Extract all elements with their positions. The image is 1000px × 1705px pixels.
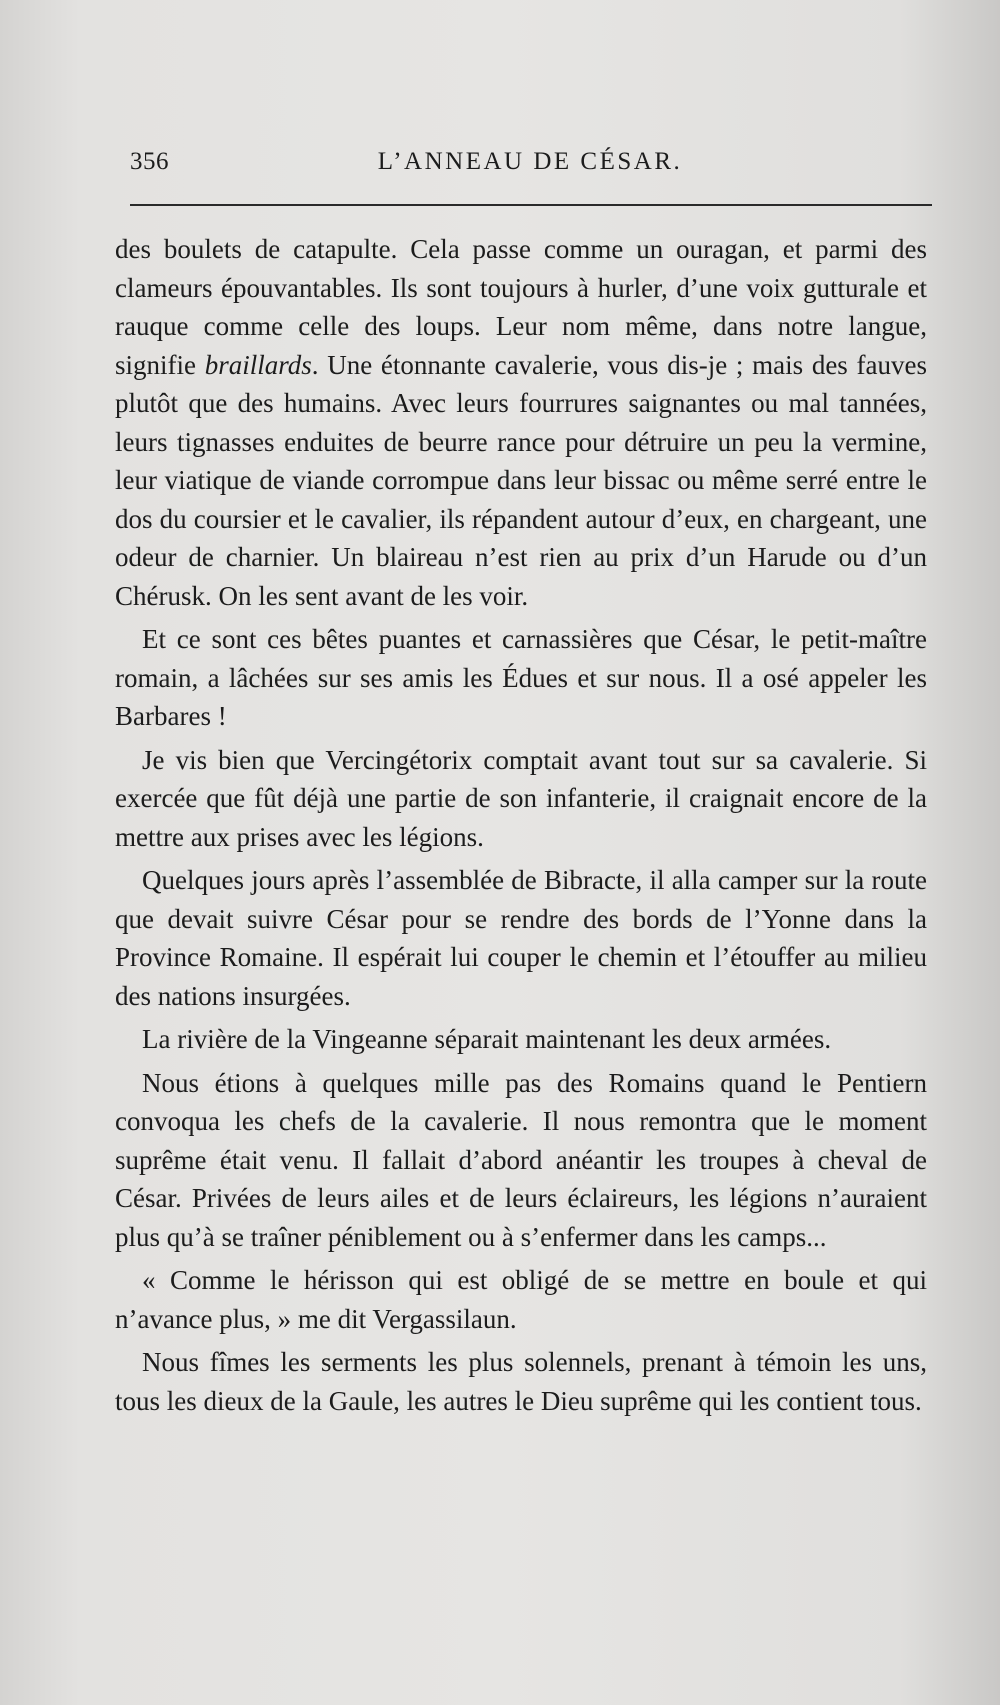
paragraph-1-text-after: . Une étonnante cavalerie, vous dis-je ; mais des fauves plutôt que des humains. Avec leurs fourrures saignantes ou mal tannées, leurs tignasses enduites de beurre rance pour détruire un peu la vermine, leur viatique de viande corrompue dans leur bissac ou même serré entre le dos du coursier et le cavalier, ils répandent autour d’eux, en chargeant, une odeur de charnier. Un blaireau n’est rien au prix d’un Harude ou d’un Chérusk. On les sent avant de les voir.	[115, 349, 928, 611]
paragraph-5: La rivière de la Vingeanne séparait maintenant les deux armées.	[142, 1024, 832, 1054]
paragraph-4: Quelques jours après l’assemblée de Bibracte, il alla camper sur la route que devait suivre César pour se rendre des bords de l’Yonne dans la Province Romaine. Il espérait lui couper le chemin et l’étouffer au milieu des nations insurgées.	[115, 865, 927, 1011]
paragraph-1-text-before: des boulets de catapulte. Cela passe comme un ouragan, et parmi des clameurs épouvantables. Ils sont toujours à hurler, d’une voix gutturale et rauque comme celle des loups. Leur nom même, dans notre langue, signifie	[115, 234, 927, 380]
running-title: L’ANNEAU DE CÉSAR.	[377, 148, 683, 175]
paragraph-7: « Comme le hérisson qui est obligé de se mettre en boule et qui n’avance plus, » me dit Vergassilaun.	[115, 1265, 927, 1334]
page-number: 356	[130, 148, 169, 175]
body-text	[115, 230, 927, 1425]
paragraph-8: Nous fîmes les serments les plus solennels, prenant à témoin les uns, tous les dieux de la Gaule, les autres le Dieu suprême qui les contient tous.	[115, 1347, 927, 1416]
page-header	[130, 148, 930, 184]
paragraph-3: Je vis bien que Vercingétorix comptait avant tout sur sa cavalerie. Si exercée que fût déjà une partie de son infanterie, il craignait encore de la mettre aux prises avec les légions.	[115, 744, 927, 852]
italic-term: braillards	[204, 349, 312, 380]
header-rule	[130, 204, 932, 206]
paragraph-2: Et ce sont ces bêtes puantes et carnassières que César, le petit-maître romain, a lâchées sur ses amis les Édues et sur nous. Il a osé appeler les Barbares !	[115, 624, 927, 731]
paragraph-6: Nous étions à quelques mille pas des Romains quand le Pentiern convoqua les chefs de la cavalerie. Il nous remontra que le moment suprême était venu. Il fallait d’abord anéantir les troupes à cheval de César. Privées de leurs ailes et de leurs éclaireurs, les légions n’auraient plus qu’à se traîner péniblement ou à s’enfermer dans les camps...	[115, 1067, 927, 1252]
paragraph-1	[115, 230, 927, 615]
